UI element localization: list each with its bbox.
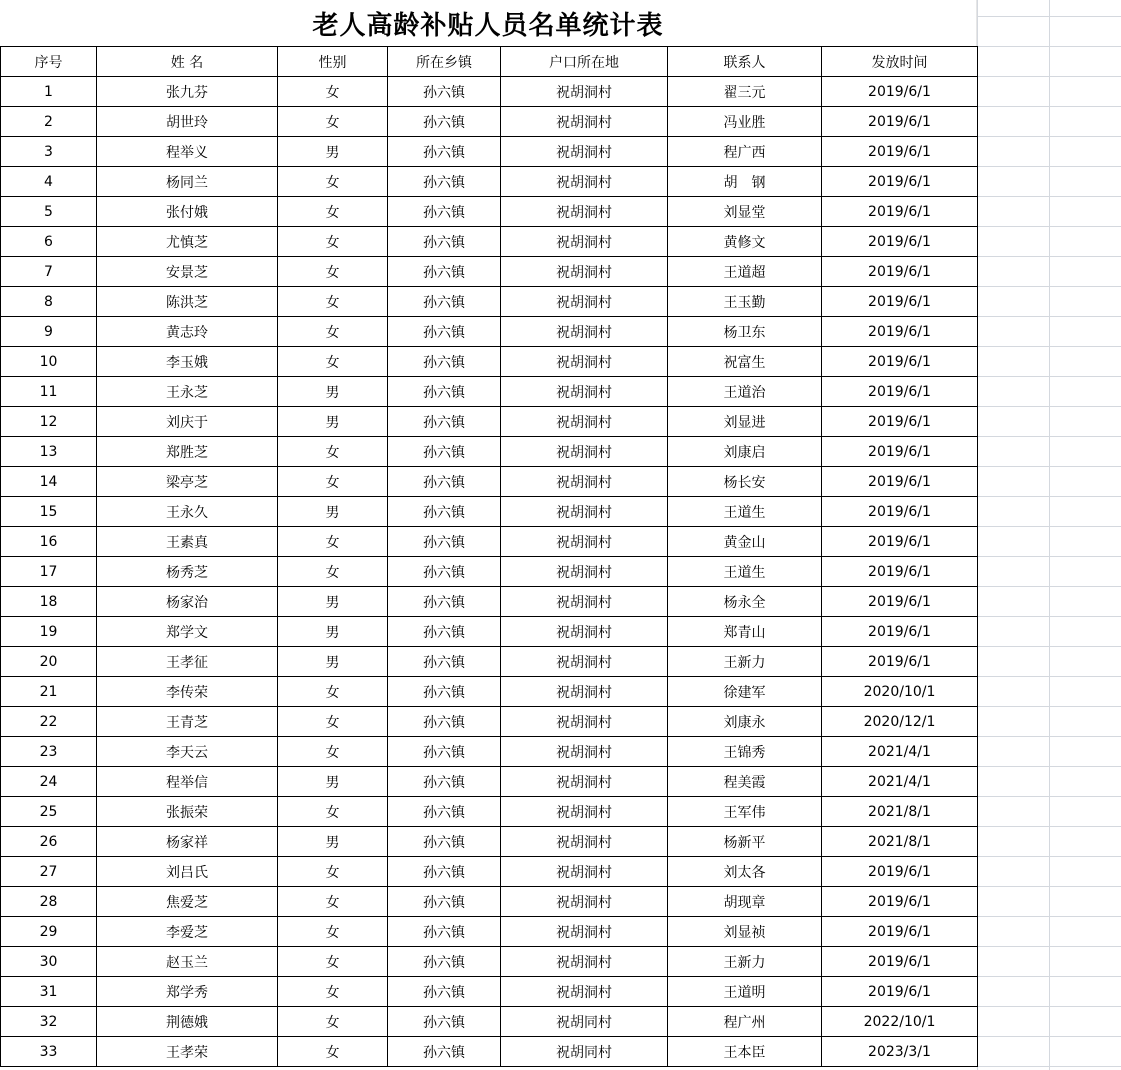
empty-grid-area — [977, 0, 1121, 1070]
cell-index[interactable]: 23 — [1, 737, 97, 767]
table-row — [1, 887, 978, 917]
cell-index[interactable]: 2 — [1, 107, 97, 137]
cell-name[interactable]: 程举信 — [97, 767, 278, 797]
cell-gender[interactable]: 男 — [278, 647, 388, 677]
cell-index[interactable]: 27 — [1, 857, 97, 887]
table-row — [1, 917, 978, 947]
cell-contact[interactable]: 杨卫东 — [668, 317, 822, 347]
cell-index[interactable]: 31 — [1, 977, 97, 1007]
cell-contact[interactable]: 王道生 — [668, 557, 822, 587]
cell-township[interactable]: 孙六镇 — [388, 77, 501, 107]
cell-name[interactable]: 刘吕氏 — [97, 857, 278, 887]
cell-residence[interactable]: 祝胡洞村 — [501, 167, 668, 197]
table-row — [1, 377, 978, 407]
cell-residence[interactable]: 祝胡同村 — [501, 1007, 668, 1037]
cell-date[interactable]: 2019/6/1 — [822, 437, 978, 467]
cell-contact[interactable]: 王新力 — [668, 947, 822, 977]
cell-contact[interactable]: 王道明 — [668, 977, 822, 1007]
cell-name[interactable]: 李传荣 — [97, 677, 278, 707]
cell-index[interactable]: 33 — [1, 1037, 97, 1067]
cell-date[interactable]: 2019/6/1 — [822, 287, 978, 317]
cell-name[interactable]: 杨秀芝 — [97, 557, 278, 587]
cell-gender[interactable]: 女 — [278, 167, 388, 197]
cell-date[interactable]: 2019/6/1 — [822, 527, 978, 557]
cell-township[interactable]: 孙六镇 — [388, 287, 501, 317]
table-row — [1, 617, 978, 647]
cell-gender[interactable]: 女 — [278, 227, 388, 257]
cell-date[interactable]: 2019/6/1 — [822, 497, 978, 527]
cell-index[interactable]: 30 — [1, 947, 97, 977]
cell-gender[interactable]: 女 — [278, 527, 388, 557]
cell-gender[interactable]: 女 — [278, 557, 388, 587]
cell-index[interactable]: 22 — [1, 707, 97, 737]
header-cell-township[interactable]: 所在乡镇 — [388, 47, 501, 77]
cell-name[interactable]: 郑学文 — [97, 617, 278, 647]
cell-residence[interactable]: 祝胡洞村 — [501, 197, 668, 227]
cell-residence[interactable]: 祝胡洞村 — [501, 707, 668, 737]
cell-index[interactable]: 19 — [1, 617, 97, 647]
cell-date[interactable]: 2019/6/1 — [822, 77, 978, 107]
cell-name[interactable]: 陈洪芝 — [97, 287, 278, 317]
table-row — [1, 707, 978, 737]
cell-gender[interactable]: 女 — [278, 107, 388, 137]
table-row — [1, 587, 978, 617]
table-row — [1, 227, 978, 257]
cell-index[interactable]: 32 — [1, 1007, 97, 1037]
cell-gender[interactable]: 女 — [278, 737, 388, 767]
cell-residence[interactable]: 祝胡洞村 — [501, 587, 668, 617]
cell-date[interactable]: 2019/6/1 — [822, 887, 978, 917]
cell-township[interactable]: 孙六镇 — [388, 917, 501, 947]
cell-name[interactable]: 张振荣 — [97, 797, 278, 827]
table-row — [1, 857, 978, 887]
cell-date[interactable]: 2023/3/1 — [822, 1037, 978, 1067]
cell-contact[interactable]: 刘康永 — [668, 707, 822, 737]
cell-township[interactable]: 孙六镇 — [388, 797, 501, 827]
cell-township[interactable]: 孙六镇 — [388, 977, 501, 1007]
cell-township[interactable]: 孙六镇 — [388, 617, 501, 647]
cell-date[interactable]: 2020/12/1 — [822, 707, 978, 737]
cell-index[interactable]: 9 — [1, 317, 97, 347]
cell-date[interactable]: 2021/8/1 — [822, 827, 978, 857]
cell-contact[interactable]: 祝富生 — [668, 347, 822, 377]
cell-date[interactable]: 2019/6/1 — [822, 317, 978, 347]
cell-gender[interactable]: 女 — [278, 677, 388, 707]
cell-date[interactable]: 2019/6/1 — [822, 167, 978, 197]
cell-township[interactable]: 孙六镇 — [388, 767, 501, 797]
cell-name[interactable]: 安景芝 — [97, 257, 278, 287]
cell-township[interactable]: 孙六镇 — [388, 317, 501, 347]
cell-township[interactable]: 孙六镇 — [388, 377, 501, 407]
cell-gender[interactable]: 女 — [278, 437, 388, 467]
cell-gender[interactable]: 女 — [278, 707, 388, 737]
cell-residence[interactable]: 祝胡同村 — [501, 1037, 668, 1067]
cell-index[interactable]: 13 — [1, 437, 97, 467]
cell-residence[interactable]: 祝胡洞村 — [501, 617, 668, 647]
table-row — [1, 107, 978, 137]
cell-index[interactable]: 29 — [1, 917, 97, 947]
cell-index[interactable]: 5 — [1, 197, 97, 227]
cell-township[interactable]: 孙六镇 — [388, 707, 501, 737]
cell-name[interactable]: 杨家祥 — [97, 827, 278, 857]
cell-residence[interactable]: 祝胡洞村 — [501, 467, 668, 497]
cell-contact[interactable]: 翟三元 — [668, 77, 822, 107]
cell-gender[interactable]: 女 — [278, 1007, 388, 1037]
cell-township[interactable]: 孙六镇 — [388, 827, 501, 857]
cell-index[interactable]: 24 — [1, 767, 97, 797]
cell-date[interactable]: 2022/10/1 — [822, 1007, 978, 1037]
cell-gender[interactable]: 女 — [278, 977, 388, 1007]
table-body — [1, 77, 978, 1067]
cell-name[interactable]: 王孝征 — [97, 647, 278, 677]
cell-residence[interactable]: 祝胡洞村 — [501, 137, 668, 167]
cell-contact[interactable]: 王锦秀 — [668, 737, 822, 767]
cell-gender[interactable]: 男 — [278, 767, 388, 797]
cell-township[interactable]: 孙六镇 — [388, 647, 501, 677]
cell-contact[interactable]: 程美霞 — [668, 767, 822, 797]
header-cell-residence[interactable]: 户口所在地 — [501, 47, 668, 77]
cell-index[interactable]: 3 — [1, 137, 97, 167]
cell-residence[interactable]: 祝胡洞村 — [501, 947, 668, 977]
cell-date[interactable]: 2019/6/1 — [822, 377, 978, 407]
cell-residence[interactable]: 祝胡洞村 — [501, 227, 668, 257]
cell-index[interactable]: 12 — [1, 407, 97, 437]
cell-date[interactable]: 2019/6/1 — [822, 467, 978, 497]
cell-date[interactable]: 2019/6/1 — [822, 197, 978, 227]
cell-name[interactable]: 郑胜芝 — [97, 437, 278, 467]
cell-name[interactable]: 尤慎芝 — [97, 227, 278, 257]
cell-gender[interactable]: 男 — [278, 617, 388, 647]
table-row — [1, 287, 978, 317]
cell-residence[interactable]: 祝胡洞村 — [501, 917, 668, 947]
cell-township[interactable]: 孙六镇 — [388, 857, 501, 887]
table-row — [1, 767, 978, 797]
cell-name[interactable]: 张九芬 — [97, 77, 278, 107]
cell-township[interactable]: 孙六镇 — [388, 737, 501, 767]
cell-index[interactable]: 20 — [1, 647, 97, 677]
cell-name[interactable]: 杨家治 — [97, 587, 278, 617]
cell-gender[interactable]: 男 — [278, 827, 388, 857]
cell-residence[interactable]: 祝胡洞村 — [501, 647, 668, 677]
cell-date[interactable]: 2019/6/1 — [822, 977, 978, 1007]
cell-township[interactable]: 孙六镇 — [388, 467, 501, 497]
table-row — [1, 677, 978, 707]
cell-residence[interactable]: 祝胡洞村 — [501, 107, 668, 137]
cell-name[interactable]: 赵玉兰 — [97, 947, 278, 977]
cell-name[interactable]: 荆德娥 — [97, 1007, 278, 1037]
cell-residence[interactable]: 祝胡洞村 — [501, 407, 668, 437]
cell-name[interactable]: 程举义 — [97, 137, 278, 167]
cell-date[interactable]: 2019/6/1 — [822, 407, 978, 437]
table-row — [1, 437, 978, 467]
table-row — [1, 407, 978, 437]
cell-contact[interactable]: 王军伟 — [668, 797, 822, 827]
cell-date[interactable]: 2019/6/1 — [822, 557, 978, 587]
cell-township[interactable]: 孙六镇 — [388, 137, 501, 167]
cell-township[interactable]: 孙六镇 — [388, 437, 501, 467]
cell-contact[interactable]: 程广西 — [668, 137, 822, 167]
cell-township[interactable]: 孙六镇 — [388, 1037, 501, 1067]
table-row — [1, 167, 978, 197]
cell-name[interactable]: 王青芝 — [97, 707, 278, 737]
cell-contact[interactable]: 刘显进 — [668, 407, 822, 437]
cell-date[interactable]: 2019/6/1 — [822, 857, 978, 887]
cell-name[interactable]: 李爱芝 — [97, 917, 278, 947]
cell-index[interactable]: 1 — [1, 77, 97, 107]
cell-date[interactable]: 2019/6/1 — [822, 257, 978, 287]
subsidy-table — [0, 46, 978, 1067]
cell-gender[interactable]: 女 — [278, 917, 388, 947]
cell-gender[interactable]: 女 — [278, 797, 388, 827]
cell-date[interactable]: 2019/6/1 — [822, 137, 978, 167]
header-cell-date[interactable]: 发放时间 — [822, 47, 978, 77]
cell-index[interactable]: 28 — [1, 887, 97, 917]
table-row — [1, 467, 978, 497]
cell-date[interactable]: 2021/8/1 — [822, 797, 978, 827]
cell-date[interactable]: 2020/10/1 — [822, 677, 978, 707]
cell-township[interactable]: 孙六镇 — [388, 557, 501, 587]
cell-date[interactable]: 2019/6/1 — [822, 347, 978, 377]
table-row — [1, 347, 978, 377]
cell-date[interactable]: 2019/6/1 — [822, 947, 978, 977]
cell-residence[interactable]: 祝胡洞村 — [501, 437, 668, 467]
cell-township[interactable]: 孙六镇 — [388, 167, 501, 197]
cell-index[interactable]: 25 — [1, 797, 97, 827]
table-row — [1, 317, 978, 347]
cell-name[interactable]: 黄志玲 — [97, 317, 278, 347]
cell-contact[interactable]: 刘显祯 — [668, 917, 822, 947]
cell-index[interactable]: 26 — [1, 827, 97, 857]
cell-index[interactable]: 4 — [1, 167, 97, 197]
cell-contact[interactable]: 王道超 — [668, 257, 822, 287]
cell-name[interactable]: 王永芝 — [97, 377, 278, 407]
cell-residence[interactable]: 祝胡洞村 — [501, 797, 668, 827]
table-row — [1, 737, 978, 767]
cell-residence[interactable]: 祝胡洞村 — [501, 77, 668, 107]
cell-residence[interactable]: 祝胡洞村 — [501, 677, 668, 707]
cell-residence[interactable]: 祝胡洞村 — [501, 257, 668, 287]
cell-gender[interactable]: 女 — [278, 1037, 388, 1067]
cell-township[interactable]: 孙六镇 — [388, 107, 501, 137]
cell-gender[interactable]: 男 — [278, 587, 388, 617]
cell-township[interactable]: 孙六镇 — [388, 407, 501, 437]
cell-contact[interactable]: 杨长安 — [668, 467, 822, 497]
cell-date[interactable]: 2019/6/1 — [822, 647, 978, 677]
cell-contact[interactable]: 冯业胜 — [668, 107, 822, 137]
cell-index[interactable]: 11 — [1, 377, 97, 407]
cell-township[interactable]: 孙六镇 — [388, 1007, 501, 1037]
cell-contact[interactable]: 王新力 — [668, 647, 822, 677]
cell-contact[interactable]: 刘康启 — [668, 437, 822, 467]
cell-contact[interactable]: 黄修文 — [668, 227, 822, 257]
cell-township[interactable]: 孙六镇 — [388, 257, 501, 287]
table-row — [1, 137, 978, 167]
cell-gender[interactable]: 男 — [278, 497, 388, 527]
cell-name[interactable]: 杨同兰 — [97, 167, 278, 197]
cell-index[interactable]: 8 — [1, 287, 97, 317]
cell-contact[interactable]: 胡现章 — [668, 887, 822, 917]
cell-contact[interactable]: 王道生 — [668, 497, 822, 527]
cell-contact[interactable]: 杨永全 — [668, 587, 822, 617]
cell-contact[interactable]: 徐建军 — [668, 677, 822, 707]
cell-name[interactable]: 张付娥 — [97, 197, 278, 227]
header-cell-index[interactable]: 序号 — [1, 47, 97, 77]
cell-gender[interactable]: 女 — [278, 317, 388, 347]
cell-township[interactable]: 孙六镇 — [388, 677, 501, 707]
cell-contact[interactable]: 胡 钢 — [668, 167, 822, 197]
cell-gender[interactable]: 女 — [278, 947, 388, 977]
cell-township[interactable]: 孙六镇 — [388, 197, 501, 227]
cell-name[interactable]: 刘庆于 — [97, 407, 278, 437]
cell-gender[interactable]: 男 — [278, 137, 388, 167]
cell-contact[interactable]: 王玉勤 — [668, 287, 822, 317]
table-row — [1, 527, 978, 557]
cell-gender[interactable]: 男 — [278, 377, 388, 407]
cell-index[interactable]: 6 — [1, 227, 97, 257]
cell-gender[interactable]: 女 — [278, 287, 388, 317]
cell-date[interactable]: 2019/6/1 — [822, 917, 978, 947]
cell-residence[interactable]: 祝胡洞村 — [501, 767, 668, 797]
cell-township[interactable]: 孙六镇 — [388, 227, 501, 257]
cell-index[interactable]: 14 — [1, 467, 97, 497]
header-row — [1, 47, 978, 77]
cell-index[interactable]: 21 — [1, 677, 97, 707]
cell-township[interactable]: 孙六镇 — [388, 587, 501, 617]
cell-name[interactable]: 焦爱芝 — [97, 887, 278, 917]
table-title: 老人高龄补贴人员名单统计表 — [0, 0, 977, 46]
table-row — [1, 557, 978, 587]
cell-date[interactable]: 2019/6/1 — [822, 617, 978, 647]
header-cell-name[interactable]: 姓 名 — [97, 47, 278, 77]
table-row — [1, 827, 978, 857]
cell-township[interactable]: 孙六镇 — [388, 347, 501, 377]
cell-date[interactable]: 2019/6/1 — [822, 107, 978, 137]
cell-index[interactable]: 18 — [1, 587, 97, 617]
cell-residence[interactable]: 祝胡洞村 — [501, 887, 668, 917]
cell-name[interactable]: 王素真 — [97, 527, 278, 557]
cell-residence[interactable]: 祝胡洞村 — [501, 527, 668, 557]
cell-date[interactable]: 2019/6/1 — [822, 227, 978, 257]
cell-gender[interactable]: 男 — [278, 407, 388, 437]
table-row — [1, 797, 978, 827]
cell-gender[interactable]: 女 — [278, 347, 388, 377]
cell-township[interactable]: 孙六镇 — [388, 497, 501, 527]
cell-gender[interactable]: 女 — [278, 197, 388, 227]
cell-residence[interactable]: 祝胡洞村 — [501, 557, 668, 587]
cell-residence[interactable]: 祝胡洞村 — [501, 377, 668, 407]
cell-residence[interactable]: 祝胡洞村 — [501, 287, 668, 317]
cell-date[interactable]: 2021/4/1 — [822, 737, 978, 767]
cell-index[interactable]: 16 — [1, 527, 97, 557]
header-cell-gender[interactable]: 性别 — [278, 47, 388, 77]
table-row — [1, 77, 978, 107]
cell-residence[interactable]: 祝胡洞村 — [501, 317, 668, 347]
table-row — [1, 497, 978, 527]
cell-township[interactable]: 孙六镇 — [388, 947, 501, 977]
cell-residence[interactable]: 祝胡洞村 — [501, 977, 668, 1007]
table-row — [1, 197, 978, 227]
cell-gender[interactable]: 女 — [278, 857, 388, 887]
cell-gender[interactable]: 女 — [278, 257, 388, 287]
cell-contact[interactable]: 王道治 — [668, 377, 822, 407]
cell-contact[interactable]: 刘太各 — [668, 857, 822, 887]
header-cell-contact[interactable]: 联系人 — [668, 47, 822, 77]
cell-contact[interactable]: 刘显堂 — [668, 197, 822, 227]
table-row — [1, 1007, 978, 1037]
cell-index[interactable]: 7 — [1, 257, 97, 287]
cell-gender[interactable]: 女 — [278, 467, 388, 497]
table-row — [1, 647, 978, 677]
cell-residence[interactable]: 祝胡洞村 — [501, 857, 668, 887]
cell-name[interactable]: 胡世玲 — [97, 107, 278, 137]
cell-gender[interactable]: 女 — [278, 77, 388, 107]
cell-date[interactable]: 2021/4/1 — [822, 767, 978, 797]
cell-name[interactable]: 郑学秀 — [97, 977, 278, 1007]
cell-township[interactable]: 孙六镇 — [388, 887, 501, 917]
cell-name[interactable]: 王永久 — [97, 497, 278, 527]
cell-township[interactable]: 孙六镇 — [388, 527, 501, 557]
cell-index[interactable]: 17 — [1, 557, 97, 587]
cell-index[interactable]: 10 — [1, 347, 97, 377]
cell-date[interactable]: 2019/6/1 — [822, 587, 978, 617]
cell-index[interactable]: 15 — [1, 497, 97, 527]
table-row — [1, 977, 978, 1007]
cell-residence[interactable]: 祝胡洞村 — [501, 737, 668, 767]
cell-contact[interactable]: 黄金山 — [668, 527, 822, 557]
cell-residence[interactable]: 祝胡洞村 — [501, 347, 668, 377]
cell-contact[interactable]: 郑青山 — [668, 617, 822, 647]
cell-name[interactable]: 梁亭芝 — [97, 467, 278, 497]
cell-contact[interactable]: 程广州 — [668, 1007, 822, 1037]
cell-name[interactable]: 李玉娥 — [97, 347, 278, 377]
cell-contact[interactable]: 王本臣 — [668, 1037, 822, 1067]
cell-residence[interactable]: 祝胡洞村 — [501, 497, 668, 527]
cell-name[interactable]: 李天云 — [97, 737, 278, 767]
cell-contact[interactable]: 杨新平 — [668, 827, 822, 857]
cell-name[interactable]: 王孝荣 — [97, 1037, 278, 1067]
table-row — [1, 947, 978, 977]
table-row — [1, 1037, 978, 1067]
table-row — [1, 257, 978, 287]
cell-residence[interactable]: 祝胡洞村 — [501, 827, 668, 857]
cell-gender[interactable]: 女 — [278, 887, 388, 917]
